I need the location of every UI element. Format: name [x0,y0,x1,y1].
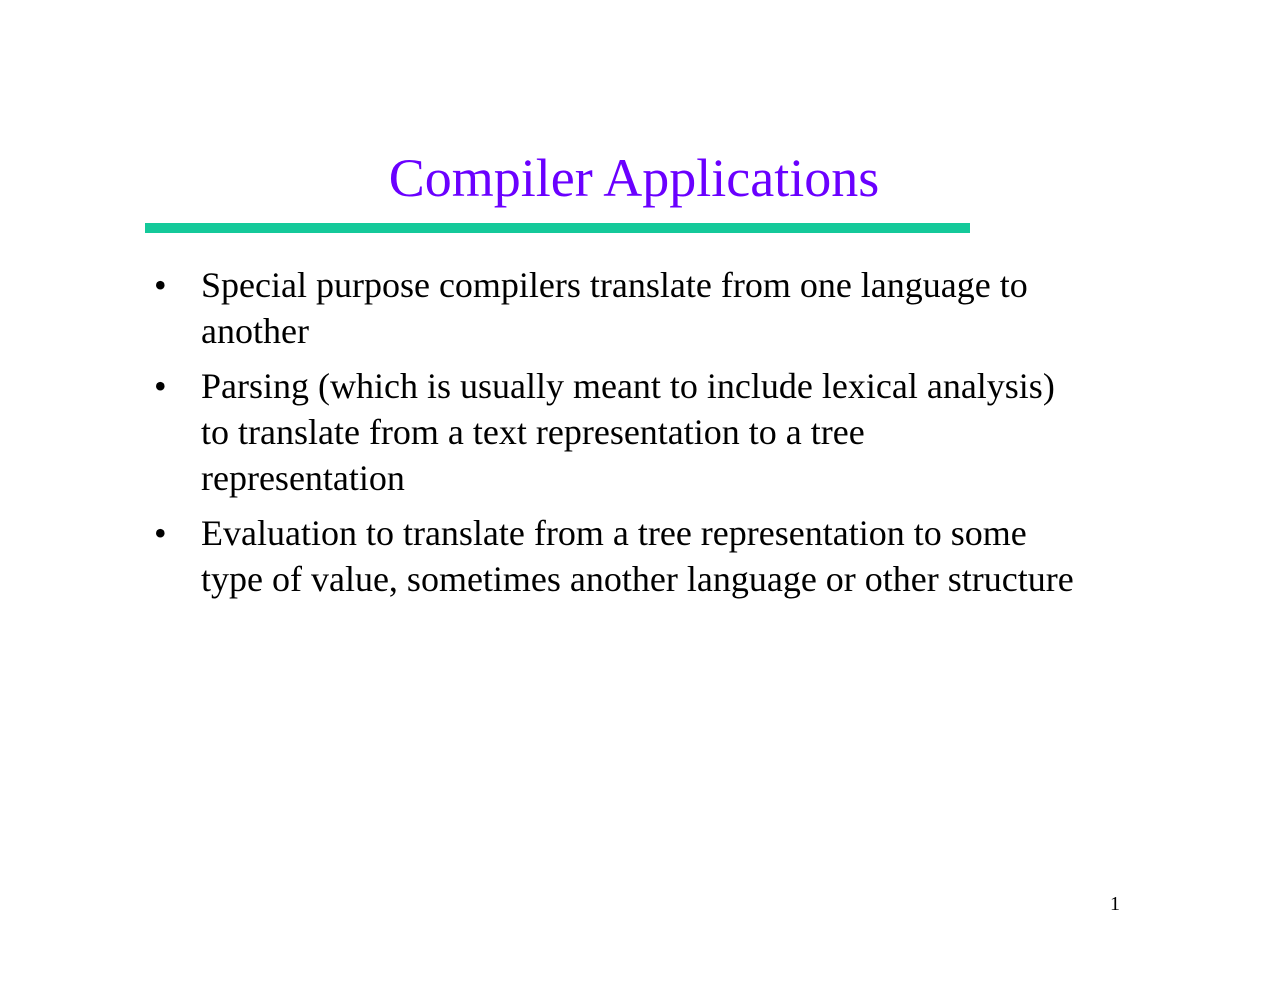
bullet-item-2 [150,363,1160,501]
slide-title: Compiler Applications [388,148,880,208]
bullet-text-2 [201,363,1160,501]
bullet-text-1 [201,262,1160,354]
bullet-item-3 [150,510,1160,602]
bullet-icon: • [154,366,167,406]
bullet-text-3 [201,510,1160,602]
bullet-item-1 [150,262,1160,354]
bullet-list [150,262,1160,611]
bullet-1-line-2: another [201,311,309,351]
bullet-icon: • [154,513,167,553]
page-number: 1 [1110,893,1120,915]
bullet-2-line-2: to translate from a text representation to a tree [201,412,865,452]
bullet-2-line-1: Parsing (which is usually meant to include lexical analysis) [201,366,1055,406]
title-underline-rule [145,223,970,233]
bullet-3-line-1: Evaluation to translate from a tree representation to some [201,513,1027,553]
bullet-icon: • [154,265,167,305]
bullet-3-line-2: type of value, sometimes another language or other structure [201,559,1074,599]
bullet-1-line-1: Special purpose compilers translate from one language to [201,265,1028,305]
bullet-2-line-3: representation [201,458,405,498]
